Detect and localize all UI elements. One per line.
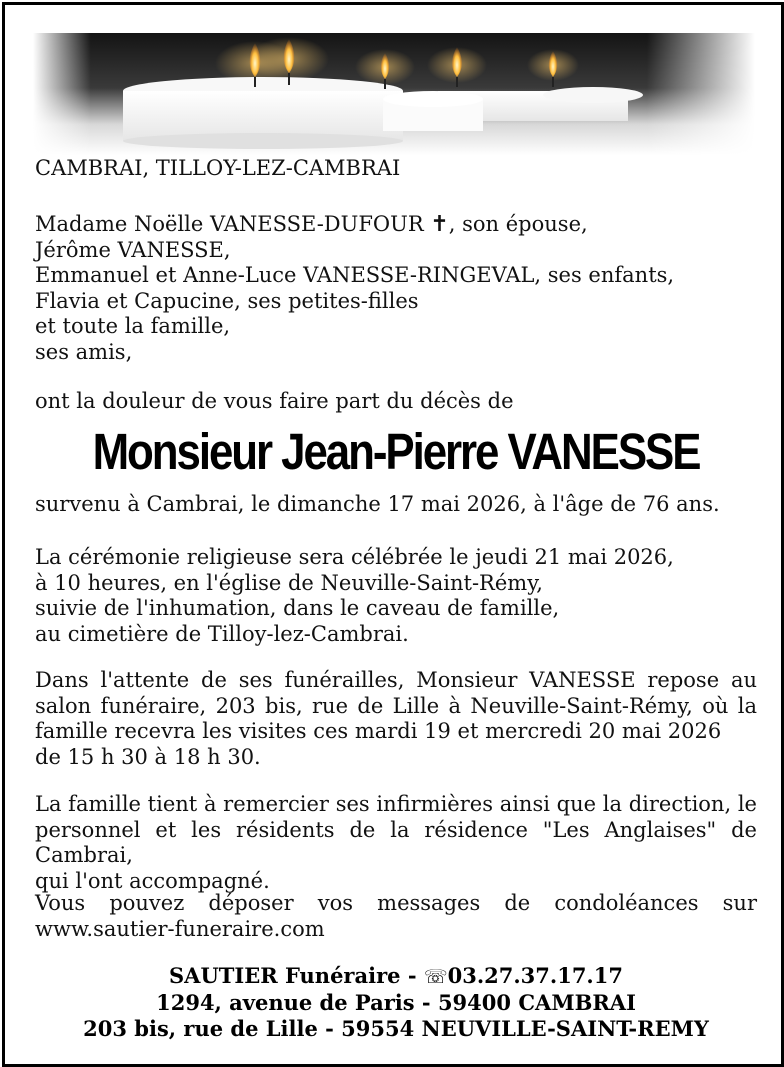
condolences-url: www.sautier-funeraire.com [35,916,325,941]
funeral-home-footer [35,963,757,1042]
ceremony-line: La cérémonie religieuse sera célébrée le jeudi 21 mai 2026, [35,545,674,569]
visitation-line: salon funéraire, 203 bis, rue de Lille à Neuville-Saint-Rémy, où la [35,693,757,718]
footer-address-2: 203 bis, rue de Lille - 59554 NEUVILLE-SAINT-REMY [83,1016,709,1041]
notice-frame [2,2,784,1067]
deceased-name: Monsieur Jean-Pierre VANESSE [92,423,700,480]
ceremony-paragraph [35,545,757,647]
thanks-paragraph [35,792,757,894]
ceremony-line: suivie de l'inhumation, dans le caveau de famille, [35,596,560,621]
ceremony-line: au cimetière de Tilloy-lez-Cambrai. [35,621,409,646]
candles-illustration [33,33,755,155]
condolences-paragraph [35,891,757,942]
family-member-name: Madame Noëlle VANESSE-DUFOUR [35,212,424,236]
thanks-line: qui l'ont accompagné. [35,868,270,893]
cross-icon: ✝ [430,212,449,237]
visitation-paragraph [35,668,757,770]
footer-company-line [35,963,757,990]
visitation-line: de 15 h 30 à 18 h 30. [35,744,261,769]
family-member: Jérôme VANESSE, [35,237,231,262]
death-info: survenu à Cambrai, le dimanche 17 mai 2026, à l'âge de 76 ans. [35,492,720,516]
visitation-line: famille recevra les visites ces mardi 19 et mercredi 20 mai 2026 [35,719,722,744]
visitation-line: Dans l'attente de ses funérailles, Monsieur VANESSE repose au [35,668,757,692]
family-member: Emmanuel et Anne-Luce VANESSE-RINGEVAL, ses enfants, [35,263,675,288]
phone-number: 03.27.37.17.17 [447,963,623,988]
thanks-line: La famille tient à remercier ses infirmières ainsi que la direction, le [35,792,757,816]
family-member-relation: , son épouse, [448,212,588,236]
family-member-spouse [35,212,757,238]
footer-address-1: 1294, avenue de Paris - 59400 CAMBRAI [156,990,636,1015]
location-line: CAMBRAI, TILLOY-LEZ-CAMBRAI [35,156,401,180]
company-name: SAUTIER Funéraire - [169,963,424,988]
family-member: ses amis, [35,339,133,364]
family-member: et toute la famille, [35,314,231,339]
thanks-line: personnel et les résidents de la résidence "Les Anglaises" de Cambrai, [35,817,757,868]
announcement-line: ont la douleur de vous faire part du décès de [35,389,514,413]
ceremony-line: à 10 heures, en l'église de Neuville-Saint-Rémy, [35,570,543,595]
family-list [35,212,757,366]
family-member: Flavia et Capucine, ses petites-filles [35,288,419,313]
candles-photo [33,33,755,155]
condolences-line: Vous pouvez déposer vos messages de condoléances sur [35,891,757,915]
phone-icon: ☏ [423,966,448,988]
